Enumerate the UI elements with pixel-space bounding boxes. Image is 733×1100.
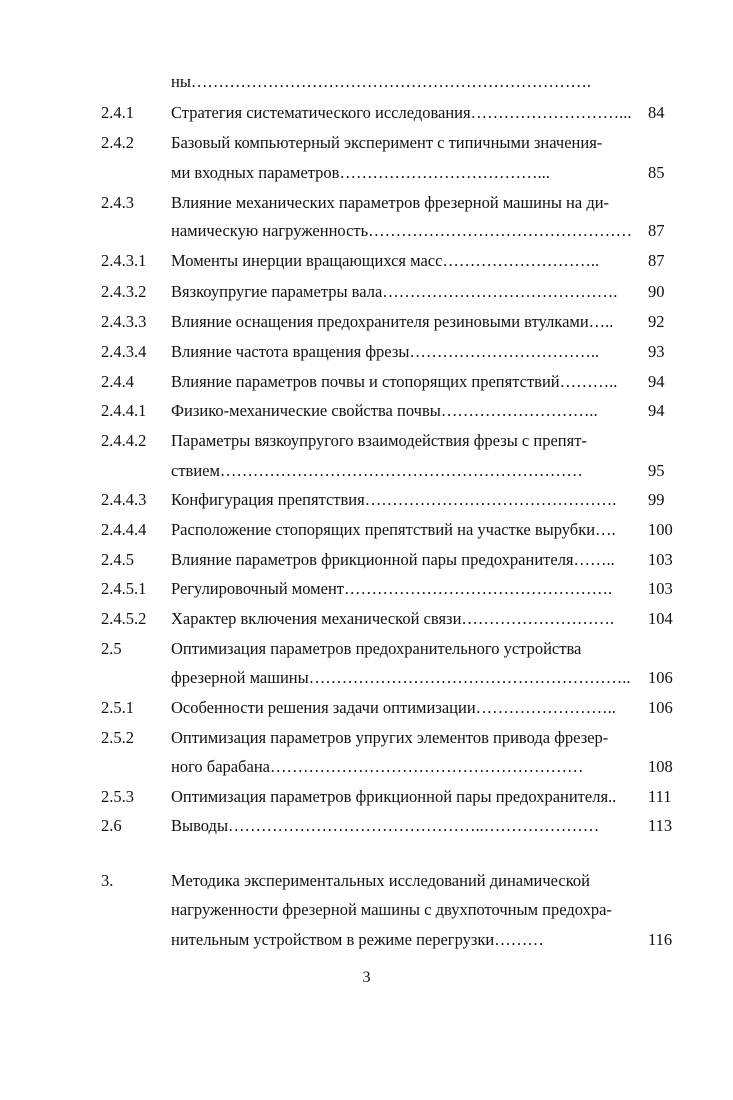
toc-number: 2.4.3.1 (101, 251, 147, 270)
toc-title: намическую нагруженность………………………………………… (171, 221, 633, 240)
toc-number: 2.4.3.4 (101, 342, 147, 361)
toc-line (0, 898, 733, 922)
toc-number: 2.4.4.1 (101, 401, 147, 420)
toc-number: 2.4.5.2 (101, 609, 147, 628)
toc-title: Физико-механические свойства почвы……………………….. (171, 401, 598, 420)
toc-title: нительным устройством в режиме перегрузки……… (171, 930, 544, 949)
toc-number: 2.5.1 (101, 698, 134, 717)
toc-page: 100 (648, 520, 673, 539)
toc-line (0, 869, 733, 893)
toc-title: ствием………………………………………………………… (171, 461, 583, 480)
toc-line (0, 131, 733, 155)
toc-number: 3. (101, 871, 114, 890)
toc-line (0, 814, 733, 838)
toc-number: 2.4.5 (101, 550, 134, 569)
toc-page: 103 (648, 550, 673, 569)
toc-page: 99 (648, 490, 665, 509)
toc-title: Параметры вязкоупругого взаимодействия фрезы с препят- (171, 431, 587, 450)
toc-line (0, 548, 733, 572)
toc-title: ны………………………………………………………………. (171, 72, 592, 91)
toc-number: 2.5 (101, 639, 122, 658)
toc-page: 94 (648, 401, 665, 420)
toc-line (0, 755, 733, 779)
toc-page: 95 (648, 461, 665, 480)
toc-page: 87 (648, 221, 665, 240)
toc-title: фрезерной машины………………………………………………….. (171, 668, 631, 687)
toc-line (0, 488, 733, 512)
toc-number: 2.4.3.2 (101, 282, 147, 301)
toc-page: 116 (648, 930, 673, 949)
toc-title: Базовый компьютерный эксперимент с типичными значения- (171, 133, 603, 152)
toc-title: Влияние параметров почвы и стопорящих препятствий……….. (171, 372, 618, 391)
toc-page: 94 (648, 372, 665, 391)
toc-title: Влияние частота вращения фрезы…………………………….. (171, 342, 600, 361)
toc-line (0, 518, 733, 542)
toc-number: 2.4.5.1 (101, 579, 147, 598)
toc-number: 2.4.3 (101, 193, 134, 212)
toc-line (0, 310, 733, 334)
toc-page: 113 (648, 816, 673, 835)
toc-page: 108 (648, 757, 673, 776)
toc-line (0, 249, 733, 273)
toc-title: Оптимизация параметров упругих элементов привода фрезер- (171, 728, 609, 747)
toc-number: 2.5.3 (101, 787, 134, 806)
toc-line (0, 666, 733, 690)
toc-title: Методика экспериментальных исследований динамической (171, 871, 590, 890)
toc-page: 93 (648, 342, 665, 361)
toc-number: 2.4.4 (101, 372, 134, 391)
toc-line (0, 340, 733, 364)
toc-page: 103 (648, 579, 673, 598)
toc-page: 92 (648, 312, 665, 331)
toc-line (0, 429, 733, 453)
toc-line (0, 637, 733, 661)
toc-title: Регулировочный момент…………………………………………. (171, 579, 613, 598)
toc-title: Влияние механических параметров фрезерной машины на ди- (171, 193, 610, 212)
toc-title: Вязкоупругие параметры вала……………………………………. (171, 282, 618, 301)
toc-line (0, 161, 733, 185)
toc-number: 2.4.2 (101, 133, 134, 152)
toc-title: Влияние параметров фрикционной пары предохранителя…….. (171, 550, 615, 569)
toc-page: 106 (648, 698, 673, 717)
toc-number: 2.4.4.3 (101, 490, 147, 509)
toc-title: Характер включения механической связи………………………. (171, 609, 615, 628)
toc-page: 104 (648, 609, 673, 628)
toc-number: 2.4.1 (101, 103, 134, 122)
toc-number: 2.5.2 (101, 728, 134, 747)
toc-title: Моменты инерции вращающихся масс……………………….. (171, 251, 600, 270)
toc-title: Выводы………………………………………..………………… (171, 816, 600, 835)
toc-line (0, 280, 733, 304)
toc-line (0, 70, 733, 94)
toc-line (0, 696, 733, 720)
toc-title: ми входных параметров………………………………... (171, 163, 550, 182)
toc-title: ного барабана………………………………………………… (171, 757, 584, 776)
toc-line (0, 399, 733, 423)
toc-line (0, 928, 733, 952)
toc-line (0, 459, 733, 483)
toc-page: 106 (648, 668, 673, 687)
toc-number: 2.4.4.2 (101, 431, 147, 450)
toc-number: 2.4.4.4 (101, 520, 147, 539)
toc-line (0, 219, 733, 243)
toc-page: 90 (648, 282, 665, 301)
toc-number: 2.6 (101, 816, 122, 835)
toc-line (0, 785, 733, 809)
toc-line (0, 191, 733, 215)
toc-line (0, 607, 733, 631)
toc-title: Конфигурация препятствия………………………………………. (171, 490, 617, 509)
toc-line (0, 577, 733, 601)
toc-line (0, 370, 733, 394)
toc-page: 84 (648, 103, 665, 122)
toc-line (0, 726, 733, 750)
toc-title: Оптимизация параметров фрикционной пары предохранителя.. (171, 787, 617, 806)
toc-page: 85 (648, 163, 665, 182)
toc-title: Особенности решения задачи оптимизации…………………….. (171, 698, 616, 717)
toc-title: Расположение стопорящих препятствий на участке вырубки…. (171, 520, 616, 539)
page-number: 3 (362, 969, 371, 986)
toc-page: 111 (648, 787, 672, 806)
toc-title: Оптимизация параметров предохранительного устройства (171, 639, 582, 658)
toc-title: Стратегия систематического исследования………………………... (171, 103, 632, 122)
toc-title: Влияние оснащения предохранителя резиновыми втулками….. (171, 312, 614, 331)
toc-title: нагруженности фрезерной машины с двухпоточным предохра- (171, 900, 612, 919)
toc-line (0, 101, 733, 125)
toc-number: 2.4.3.3 (101, 312, 147, 331)
toc-page: 87 (648, 251, 665, 270)
